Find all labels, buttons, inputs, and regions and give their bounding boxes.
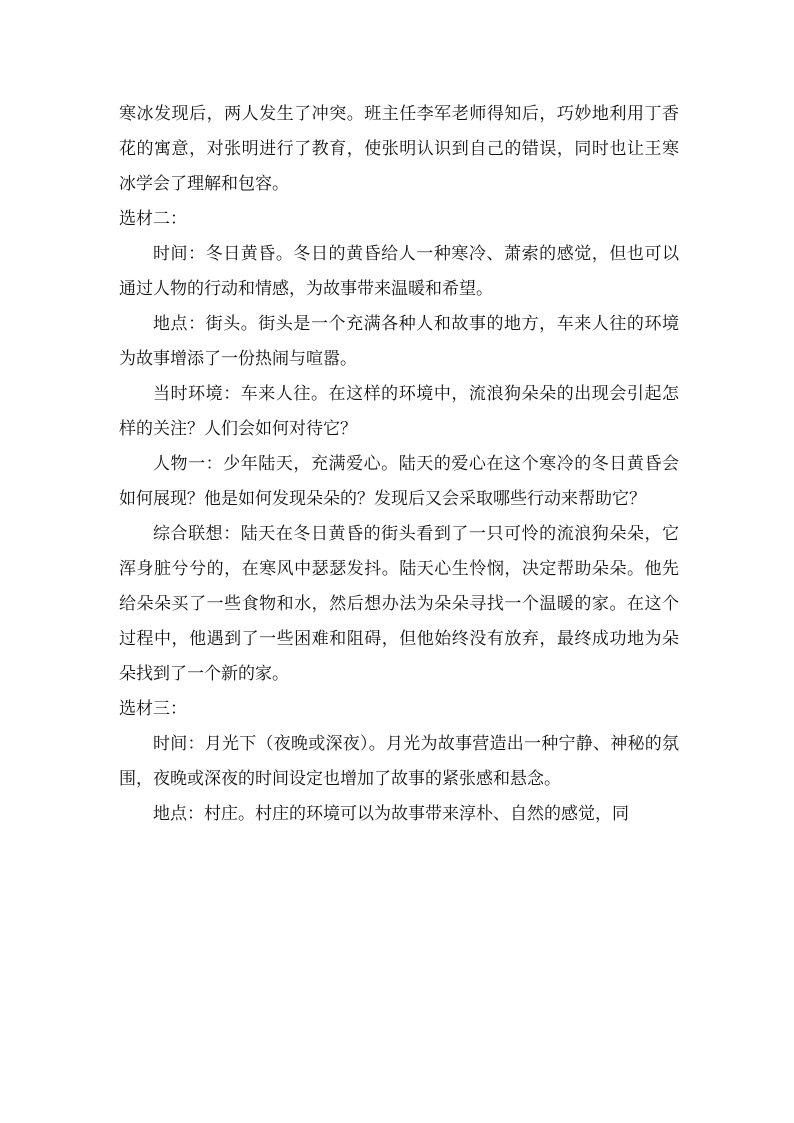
paragraph-comprehensive-association: 综合联想：陆天在冬日黄昏的街头看到了一只可怜的流浪狗朵朵，它浑身脏兮兮的，在寒风中瑟瑟发抖。陆天心生怜悯，决定帮助朵朵。他先给朵朵买了一些食物和水，然后想办法为朵朵寻找一个温暖的家。在这个过程中，他遇到了一些困难和阻碍，但他始终没有放弃，最终成功地为朵朵找到了一个新的家。 [119,524,679,684]
paragraph-location-three: 地点：村庄。村庄的环境可以为故事带来淳朴、自然的感觉，同 [153,804,629,824]
paragraph-character-one: 人物一：少年陆天，充满爱心。陆天的爱心在这个寒冷的冬日黄昏会如何展现？他是如何发现朵朵的？发现后又会采取哪些行动来帮助它？ [119,454,679,509]
document-body [119,97,679,832]
paragraph-continuation: 寒冰发现后，两人发生了冲突。班主任李军老师得知后，巧妙地利用丁香花的寓意，对张明进行了教育，使张明认识到自己的错误，同时也让王寒冰学会了理解和包容。 [119,104,679,194]
heading-selection-two: 选材二： [119,209,187,229]
paragraph-time: 时间：冬日黄昏。冬日的黄昏给人一种寒冷、萧索的感觉，但也可以通过人物的行动和情感，为故事带来温暖和希望。 [119,244,679,299]
paragraph-time-three: 时间：月光下（夜晚或深夜）。月光为故事营造出一种宁静、神秘的氛围，夜晚或深夜的时间设定也增加了故事的紧张感和悬念。 [119,734,679,789]
paragraph-location: 地点：街头。街头是一个充满各种人和故事的地方，车来人往的环境为故事增添了一份热闹与喧嚣。 [119,314,679,369]
heading-selection-three: 选材三： [119,699,187,719]
paragraph-environment: 当时环境：车来人往。在这样的环境中，流浪狗朵朵的出现会引起怎样的关注？人们会如何对待它？ [119,384,679,439]
